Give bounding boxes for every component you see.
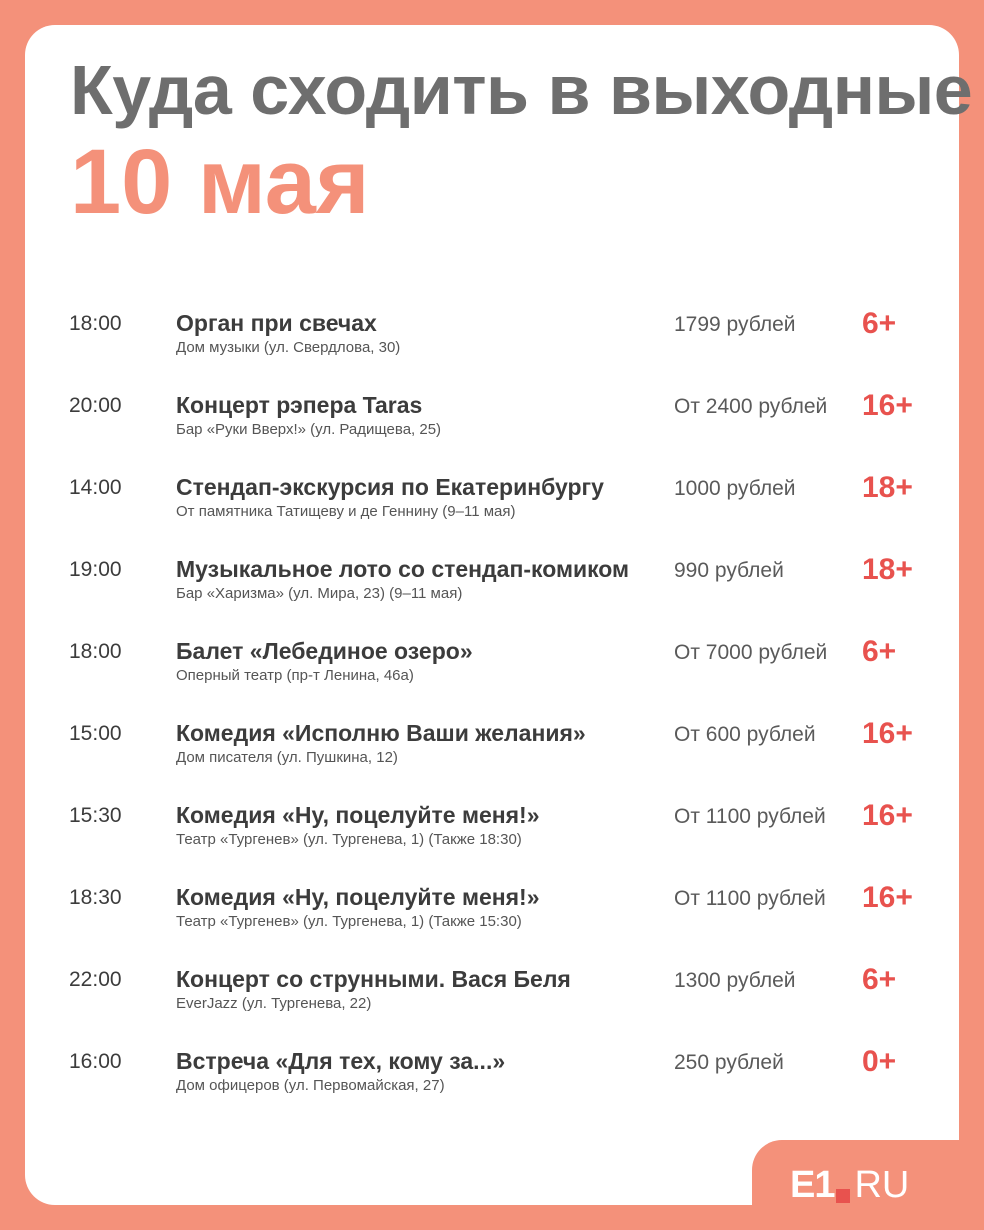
event-place: От памятника Татищеву и де Геннину (9–11 мая) bbox=[176, 503, 516, 520]
event-row bbox=[0, 881, 984, 966]
event-place: Театр «Тургенев» (ул. Тургенева, 1) (Также 15:30) bbox=[176, 913, 522, 930]
event-name: Комедия «Ну, поцелуйте меня!» bbox=[176, 802, 540, 828]
event-price: От 2400 рублей bbox=[674, 395, 828, 418]
e1-logo bbox=[790, 1160, 909, 1210]
event-name: Орган при свечах bbox=[176, 310, 377, 336]
event-time: 20:00 bbox=[69, 394, 122, 417]
event-age-rating: 16+ bbox=[862, 881, 913, 914]
event-row bbox=[0, 963, 984, 1048]
event-name: Комедия «Ну, поцелуйте меня!» bbox=[176, 884, 540, 910]
event-age-rating: 16+ bbox=[862, 389, 913, 422]
event-price: 1000 рублей bbox=[674, 477, 796, 500]
event-age-rating: 18+ bbox=[862, 471, 913, 504]
event-time: 18:00 bbox=[69, 640, 122, 663]
event-row bbox=[0, 307, 984, 392]
event-name: Стендап-экскурсия по Екатеринбургу bbox=[176, 474, 604, 500]
event-price: От 7000 рублей bbox=[674, 641, 828, 664]
logo-tld: RU bbox=[854, 1163, 910, 1206]
event-place: Бар «Харизма» (ул. Мира, 23) (9–11 мая) bbox=[176, 585, 463, 602]
event-age-rating: 6+ bbox=[862, 307, 897, 340]
event-place: EverJazz (ул. Тургенева, 22) bbox=[176, 995, 372, 1012]
event-time: 14:00 bbox=[69, 476, 122, 499]
event-name: Музыкальное лото со стендап-комиком bbox=[176, 556, 630, 582]
event-row bbox=[0, 1045, 984, 1130]
event-price: От 1100 рублей bbox=[674, 805, 826, 828]
event-age-rating: 16+ bbox=[862, 799, 913, 832]
event-place: Оперный театр (пр-т Ленина, 46а) bbox=[176, 667, 414, 684]
event-row bbox=[0, 799, 984, 884]
event-time: 18:30 bbox=[69, 886, 122, 909]
event-price: 1799 рублей bbox=[674, 313, 796, 336]
logo-square-icon bbox=[836, 1189, 850, 1203]
event-place: Дом офицеров (ул. Первомайская, 27) bbox=[176, 1077, 445, 1094]
event-name: Встреча «Для тех, кому за...» bbox=[176, 1048, 506, 1074]
event-price: 990 рублей bbox=[674, 559, 784, 582]
poster-date: 10 мая bbox=[70, 131, 370, 233]
event-price: От 600 рублей bbox=[674, 723, 816, 746]
event-time: 19:00 bbox=[69, 558, 122, 581]
event-row bbox=[0, 717, 984, 802]
event-age-rating: 16+ bbox=[862, 717, 913, 750]
event-price: От 1100 рублей bbox=[674, 887, 826, 910]
event-row bbox=[0, 389, 984, 474]
logo-brand: E1 bbox=[790, 1163, 835, 1206]
event-name: Балет «Лебединое озеро» bbox=[176, 638, 473, 664]
event-time: 16:00 bbox=[69, 1050, 122, 1073]
event-row bbox=[0, 471, 984, 556]
event-time: 18:00 bbox=[69, 312, 122, 335]
event-name: Комедия «Исполню Ваши желания» bbox=[176, 720, 586, 746]
event-age-rating: 6+ bbox=[862, 635, 897, 668]
event-place: Дом музыки (ул. Свердлова, 30) bbox=[176, 339, 401, 356]
event-age-rating: 6+ bbox=[862, 963, 897, 996]
event-age-rating: 0+ bbox=[862, 1045, 897, 1078]
event-price: 250 рублей bbox=[674, 1051, 784, 1074]
event-place: Театр «Тургенев» (ул. Тургенева, 1) (Также 18:30) bbox=[176, 831, 522, 848]
event-time: 15:30 bbox=[69, 804, 122, 827]
event-row bbox=[0, 635, 984, 720]
event-age-rating: 18+ bbox=[862, 553, 913, 586]
event-name: Концерт рэпера Taras bbox=[176, 392, 423, 418]
poster-title: Куда сходить в выходные bbox=[70, 51, 973, 129]
event-place: Дом писателя (ул. Пушкина, 12) bbox=[176, 749, 398, 766]
event-name: Концерт со струнными. Вася Беля bbox=[176, 966, 571, 992]
event-price: 1300 рублей bbox=[674, 969, 796, 992]
event-time: 22:00 bbox=[69, 968, 122, 991]
event-place: Бар «Руки Вверх!» (ул. Радищева, 25) bbox=[176, 421, 442, 438]
event-time: 15:00 bbox=[69, 722, 122, 745]
event-row bbox=[0, 553, 984, 638]
